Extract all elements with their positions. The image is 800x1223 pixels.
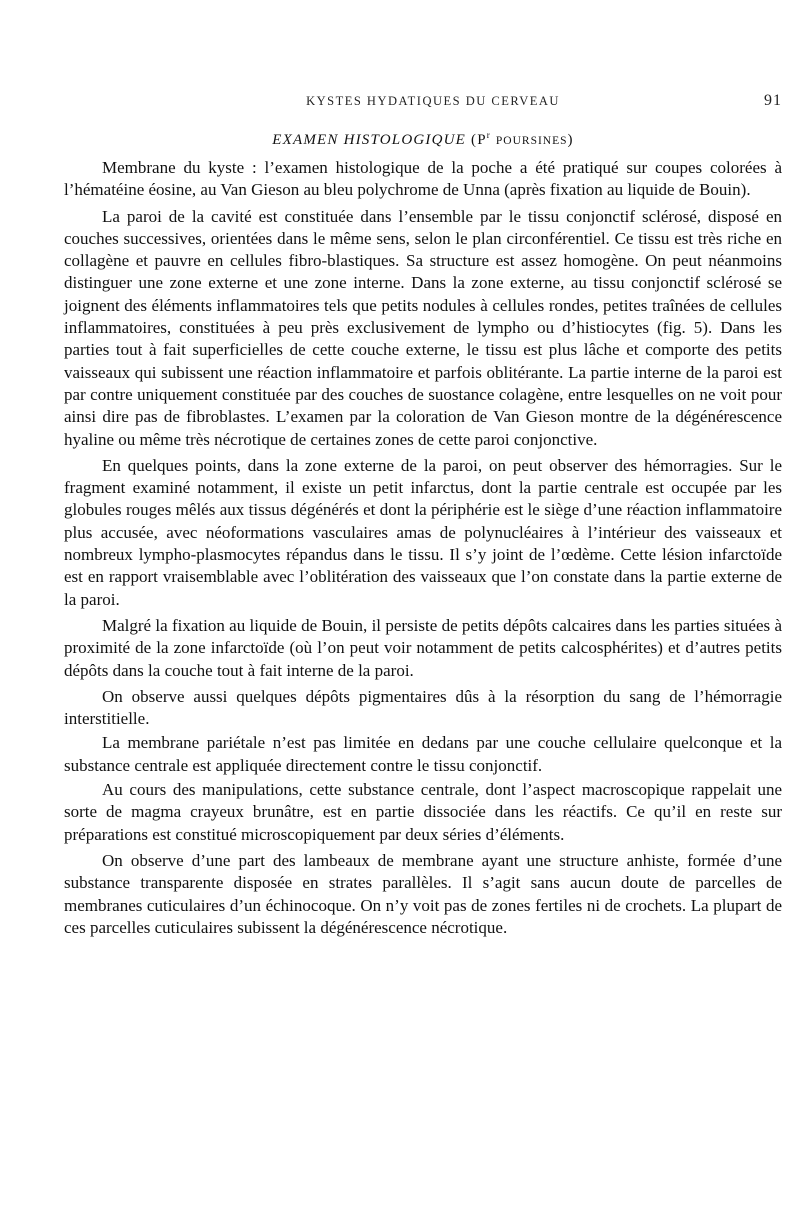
section-heading [64, 130, 782, 149]
paragraph-paroi: La paroi de la cavité est constituée dans l’ensemble par le tissu conjonctif sclérosé, disposé en couches successives, orientées dans le même sens, selon le plan circonférentiel. Ce tissu est très riche en collagène et pauvre en cellules fibro-blastiques. Sa structure est assez homogène. On peut néanmoins distinguer une zone externe et une zone interne. Dans la zone externe, au tissu conjonctif sclérosé se joignent des éléments inflammatoires tels que petits nodules à cellules rondes, petites traînées de cellules inflammatoires, constituées à peu près exclusivement de lympho ou d’histiocytes (fig. 5). Dans les parties tout à fait superficielles de cette couche externe, le tissu est plus lâche et comporte des petits vaisseaux qui subissent une réaction inflammatoire et parfois oblitérante. La partie interne de la paroi est par contre uniquement constituée par des couches de suostance colagène, entre lesquelles on ne voit pour ainsi dire pas de fibroblastes. L’examen par la coloration de Van Gieson montre de la dégénérescence hyaline ou même très nécrotique de certaines zones de cette paroi conjonctive. [64, 206, 782, 449]
page-number: 91 [764, 92, 782, 109]
paragraph-lambeaux: On observe d’une part des lambeaux de membrane ayant une structure anhiste, formée d’une substance transparente disposée en strates parallèles. Il s’agit sans aucun doute de parcelles de membranes cuticulaires d’un échinocoque. On n’y voit pas de zones fertiles ni de crochets. La plupart de ces parcelles cuticulaires subissent la dégénérescence nécrotique. [64, 850, 782, 937]
paragraph-depots-calcaires: Malgré la fixation au liquide de Bouin, il persiste de petits dépôts calcaires dans les parties situées à proximité de la zone infarctoïde (où l’on peut voir notamment de petits calcosphérites) et d’autres petits dépôts dans la couche tout à fait interne de la paroi. [64, 615, 782, 680]
paragraph-manipulations: Au cours des manipulations, cette substance centrale, dont l’aspect macroscopique rappelait une sorte de magma crayeux brunâtre, est en partie dissociée dans les réactifs. Ce qu’il en reste sur préparations est constitué microscopiquement par deux séries d’éléments. [64, 780, 782, 844]
author-name: POURSINES [495, 135, 568, 147]
author-sup: r [486, 130, 491, 140]
paragraph-depots-pigmentaires: On observe aussi quelques dépôts pigmentaires dûs à la résorption du sang de l’hémorragie interstitielle. [64, 686, 782, 729]
running-header [64, 94, 782, 116]
section-title: EXAMEN HISTOLOGIQUE [272, 132, 467, 148]
author-prefix: P [477, 132, 487, 148]
paragraph-hemorragies: En quelques points, dans la zone externe de la paroi, on peut observer des hémorragies. Sur le fragment examiné notamment, il existe un petit infarctus, dont la partie centrale est occupée par les globules rouges mêlés aux tissus dégénérés et dont la périphérie est le siège d’une réaction inflammatoire plus accusée, avec néoformations vasculaires amas de polynucléaires à l’intérieur des vaisseaux et nombreux lympho-plasmocytes répandus dans le tissu. Il s’y joint de l’œdème. Cette lésion infarctoïde est en rapport vraisemblable avec l’oblitération des vaisseaux que l’on constate dans la partie externe de la paroi. [64, 455, 782, 609]
section-author: ($P^r$ POURSINES) [470, 130, 574, 148]
paragraph-membrane: Membrane du kyste : l’examen histologique de la poche a été pratiqué sur coupes colorées à l’hématéine éosine, au Van Gieson au bleu polychrome de Unna (après fixation au liquide de Bouin). [64, 158, 782, 200]
running-title: KYSTES HYDATIQUES DU CERVEAU [306, 94, 560, 108]
paragraph-membrane-parietale: La membrane pariétale n’est pas limitée en dedans par une couche cellulaire quelconque et la substance centrale est appliquée directement contre le tissu conjonctif. [64, 733, 782, 775]
